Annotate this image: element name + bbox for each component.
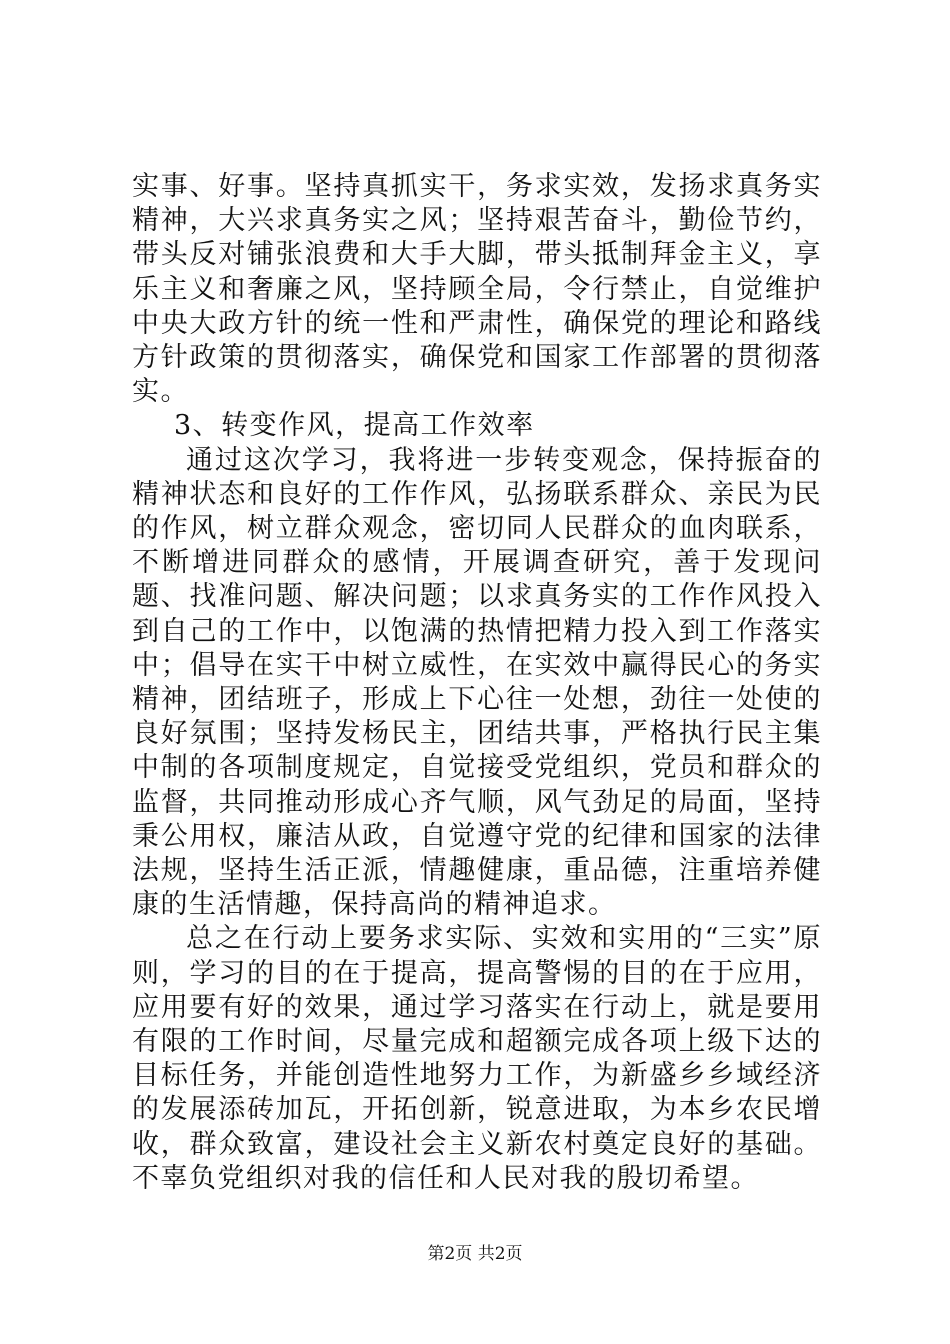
page-footer bbox=[0, 1243, 950, 1265]
page-number: 第2页 共2页 bbox=[427, 1244, 523, 1264]
paragraph-continuation: 实事、好事。坚持真抓实干，务求实效，发扬求真务实精神，大兴求真务实之风；坚持艰苦奋斗，勤俭节约，带头反对铺张浪费和大手大脚，带头抵制拜金主义，享乐主义和奢廉之风，坚持顾全局，令行禁止，自觉维护中央大政方针的统一性和严肃性，确保党的理论和路线方针政策的贯彻落实，确保党和国家工作部署的贯彻落实。 bbox=[132, 171, 822, 408]
paragraph-conclusion: 总之在行动上要务求实际、实效和实用的“三实”原则，学习的目的在于提高，提高警惕的目的在于应用，应用要有好的效果，通过学习落实在行动上，就是要用有限的工作时间，尽量完成和超额完成各项上级下达的目标任务，并能创造性地努力工作，为新盛乡乡域经济的发展添砖加瓦，开拓创新，锐意进取，为本乡农民增收，群众致富，建设社会主义新农村奠定良好的基础。不辜负党组织对我的信任和人民对我的殷切希望。 bbox=[132, 923, 822, 1194]
section-heading: 3、转变作风，提高工作效率 bbox=[174, 410, 535, 442]
paragraph-work-style: 通过这次学习，我将进一步转变观念，保持振奋的精神状态和良好的工作作风，弘扬联系群众、亲民为民的作风，树立群众观念，密切同人民群众的血肉联系，不断增进同群众的感情，开展调查研究，善于发现问题、找准问题、解决问题；以求真务实的工作作风投入到自己的工作中，以饱满的热情把精力投入到工作落实中；倡导在实干中树立威性，在实效中赢得民心的务实精神，团结班子，形成上下心往一处想，劲往一处使的良好氛围；坚持发杨民主，团结共事，严格执行民主集中制的各项制度规定，自觉接受党组织，党员和群众的监督，共同推动形成心齐气顺，风气劲足的局面，坚持秉公用权，廉洁从政，自觉遵守党的纪律和国家的法律法规，坚持生活正派，情趣健康，重品德，注重培养健康的生活情趣，保持高尚的精神追求。 bbox=[132, 444, 822, 921]
document-body bbox=[132, 170, 822, 1196]
